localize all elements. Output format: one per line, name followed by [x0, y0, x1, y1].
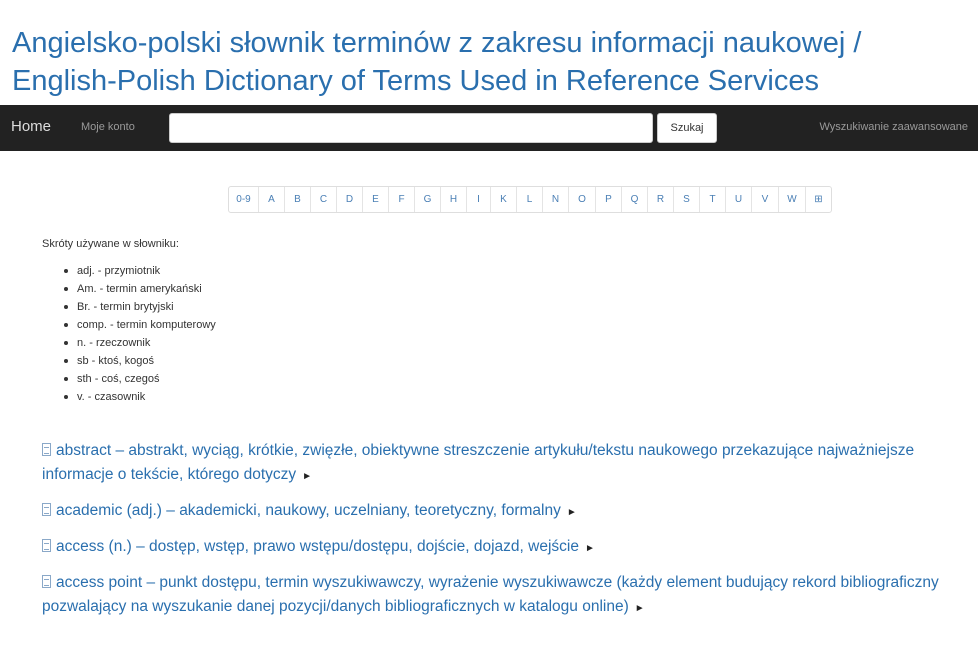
alphabet-letter-e[interactable]: E: [363, 187, 389, 212]
entry-link[interactable]: academic (adj.) – akademicki, naukowy, uczelniany, teoretyczny, formalny: [56, 502, 561, 519]
abbreviation-item: Am. - termin amerykański: [62, 280, 216, 298]
alphabet-letter-b[interactable]: B: [285, 187, 311, 212]
abbreviations-title: Skróty używane w słowniku:: [42, 238, 179, 250]
alphabet-letter-p[interactable]: P: [596, 187, 622, 212]
abbreviations-list: [62, 262, 216, 406]
dictionary-entry: [42, 535, 968, 561]
alphabet-letter-q[interactable]: Q: [622, 187, 648, 212]
alphabet-letter-c[interactable]: C: [311, 187, 337, 212]
abbreviation-item: adj. - przymiotnik: [62, 262, 216, 280]
nav-home-link[interactable]: Home: [11, 118, 52, 135]
alphabet-letter-g[interactable]: G: [415, 187, 441, 212]
alphabet-letter-d[interactable]: D: [337, 187, 363, 212]
abbreviation-item: sb - ktoś, kogoś: [62, 352, 216, 370]
alphabet-letter-h[interactable]: H: [441, 187, 467, 212]
document-icon: [42, 503, 51, 516]
alphabet-letter-s[interactable]: S: [674, 187, 700, 212]
alphabet-letter-o[interactable]: O: [569, 187, 596, 212]
advanced-search-link[interactable]: Wyszukiwanie zaawansowane: [819, 121, 968, 133]
top-navbar: [0, 105, 978, 151]
alphabet-letter-w[interactable]: W: [779, 187, 806, 212]
nav-account-link[interactable]: Moje konto: [81, 121, 135, 133]
alphabet-letter-a[interactable]: A: [259, 187, 285, 212]
expand-arrow-icon[interactable]: ►: [634, 603, 645, 614]
abbreviation-item: v. - czasownik: [62, 388, 216, 406]
site-title-line-1: Angielsko-polski słownik terminów z zakresu informacji naukowej /: [12, 27, 862, 59]
expand-arrow-icon[interactable]: ►: [302, 471, 313, 482]
alphabet-letter-t[interactable]: T: [700, 187, 726, 212]
search-input[interactable]: [169, 113, 653, 143]
alphabet-letter-u[interactable]: U: [726, 187, 752, 212]
alphabet-letter-f[interactable]: F: [389, 187, 415, 212]
search-button[interactable]: Szukaj: [657, 113, 717, 143]
alphabet-letter-0-9[interactable]: 0-9: [229, 187, 259, 212]
alphabet-grid-icon[interactable]: ⊞: [814, 194, 823, 205]
abbreviation-item: comp. - termin komputerowy: [62, 316, 216, 334]
dictionary-entry: [42, 439, 968, 489]
alphabet-letter-r[interactable]: R: [648, 187, 674, 212]
alphabet-letter-v[interactable]: V: [752, 187, 779, 212]
alphabet-index: [228, 186, 832, 213]
expand-arrow-icon[interactable]: ►: [566, 507, 577, 518]
alphabet-letter-k[interactable]: K: [491, 187, 517, 212]
entry-link[interactable]: access point – punkt dostępu, termin wyszukiwawczy, wyrażenie wyszukiwawcze (każdy element budujący rekord bibliograficzny pozwalający na wyszukanie danej pozycji/danych bibliograficznych w katalogu online): [42, 574, 939, 615]
abbreviation-item: sth - coś, czegoś: [62, 370, 216, 388]
entry-link[interactable]: abstract – abstrakt, wyciąg, krótkie, zwięzłe, obiektywne streszczenie artykułu/tekstu naukowego przekazujące najważniejsze informacje o tekście, którego dotyczy: [42, 442, 915, 483]
dictionary-entry: [42, 499, 968, 525]
alphabet-letter-i[interactable]: I: [467, 187, 491, 212]
alphabet-letter-n[interactable]: N: [543, 187, 569, 212]
dictionary-entries: [42, 439, 968, 631]
abbreviation-item: Br. - termin brytyjski: [62, 298, 216, 316]
document-icon: [42, 443, 51, 456]
expand-arrow-icon[interactable]: ►: [584, 543, 595, 554]
dictionary-entry: [42, 571, 968, 621]
document-icon: [42, 539, 51, 552]
site-title-line-2: English-Polish Dictionary of Terms Used in Reference Services: [12, 65, 819, 97]
document-icon: [42, 575, 51, 588]
abbreviation-item: n. - rzeczownik: [62, 334, 216, 352]
site-title: [12, 24, 972, 100]
entry-link[interactable]: access (n.) – dostęp, wstęp, prawo wstępu/dostępu, dojście, dojazd, wejście: [56, 538, 579, 555]
alphabet-letter-l[interactable]: L: [517, 187, 543, 212]
